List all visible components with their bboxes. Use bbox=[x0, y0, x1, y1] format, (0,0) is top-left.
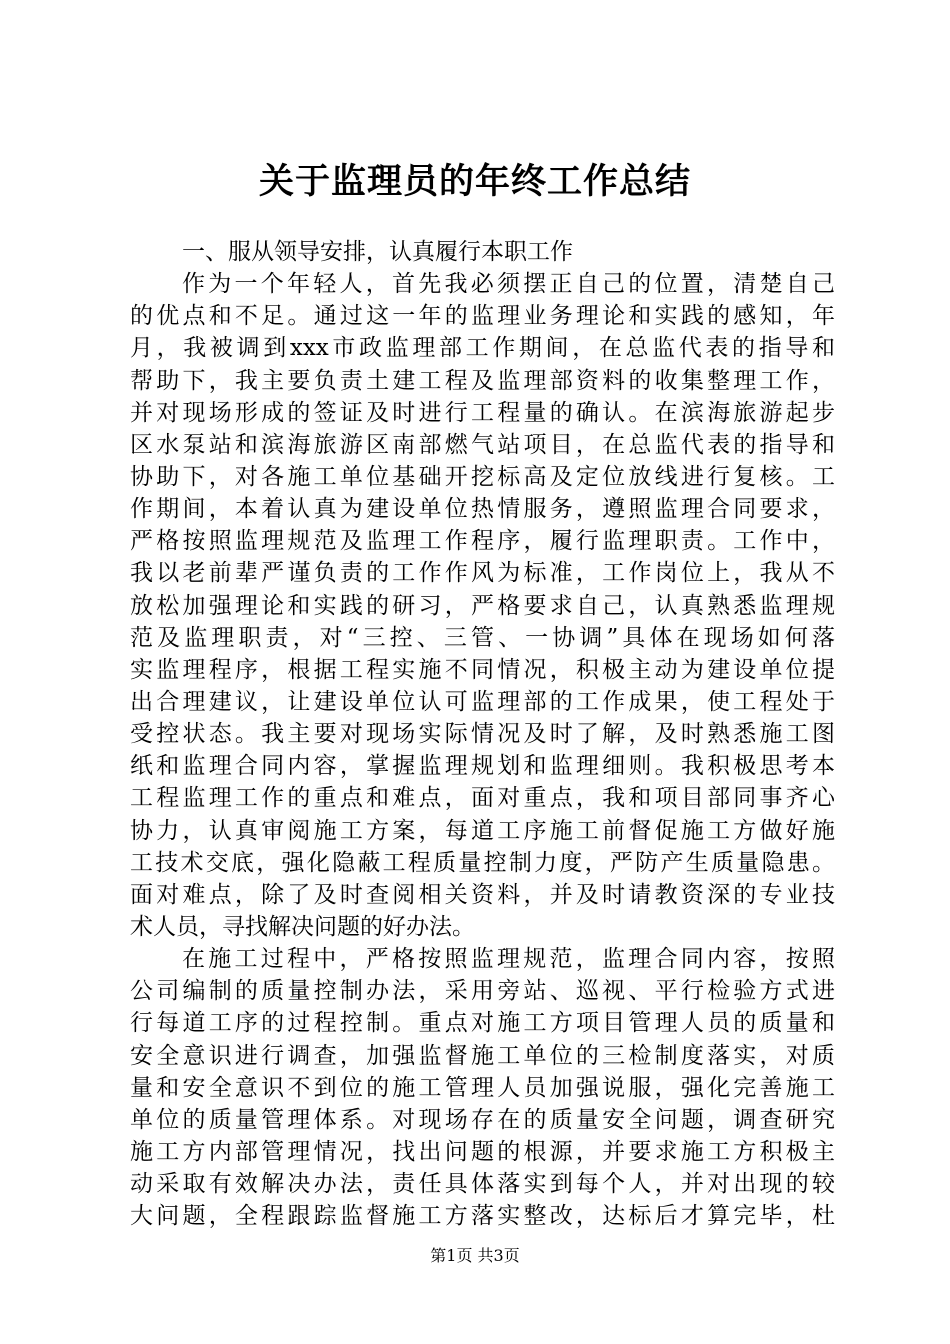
paragraph-line: 在施工过程中，严格按照监理规范，监理合同内容，按照 bbox=[182, 946, 835, 973]
paragraph-line: 实监理程序，根据工程实施不同情况，积极主动为建设单位提 bbox=[130, 656, 835, 683]
paragraph-line: 面对难点，除了及时查阅相关资料，并及时请教资深的专业技 bbox=[130, 881, 835, 908]
document-title: 关于监理员的年终工作总结 bbox=[258, 161, 691, 202]
paragraph-line: 施工方内部管理情况，找出问题的根源，并要求施工方积极主 bbox=[130, 1138, 835, 1165]
paragraph-line: 单位的质量管理体系。对现场存在的质量安全问题，调查研究 bbox=[130, 1106, 835, 1133]
paragraph-line: 严格按照监理规范及监理工作程序，履行监理职责。工作中， bbox=[130, 528, 835, 555]
paragraph-line: 帮助下，我主要负责土建工程及监理部资料的收集整理工作， bbox=[130, 367, 835, 394]
paragraph-line: 协助下，对各施工单位基础开挖标高及定位放线进行复核。工 bbox=[130, 463, 835, 490]
page-number-footer: 第1页 共3页 bbox=[430, 1246, 520, 1265]
paragraph-line: 动采取有效解决办法，责任具体落实到每个人，并对出现的较 bbox=[130, 1171, 835, 1198]
paragraph-line: 协力，认真审阅施工方案，每道工序施工前督促施工方做好施 bbox=[130, 817, 835, 844]
paragraph-line: 并对现场形成的签证及时进行工程量的确认。在滨海旅游起步 bbox=[130, 399, 835, 426]
paragraph-line: 大问题，全程跟踪监督施工方落实整改，达标后才算完毕，杜 bbox=[130, 1203, 835, 1230]
paragraph-line: 的优点和不足。通过这一年的监理业务理论和实践的感知，年 bbox=[130, 303, 835, 330]
paragraph-line: 量和安全意识不到位的施工管理人员加强说服，强化完善施工 bbox=[130, 1074, 835, 1101]
paragraph-line: 我以老前辈严谨负责的工作作风为标准，工作岗位上，我从不 bbox=[130, 560, 835, 587]
paragraph-line: 工技术交底，强化隐蔽工程质量控制力度，严防产生质量隐患。 bbox=[130, 849, 835, 876]
paragraph-line: 工程监理工作的重点和难点，面对重点，我和项目部同事齐心 bbox=[130, 785, 835, 812]
paragraph-line: 受控状态。我主要对现场实际情况及时了解，及时熟悉施工图 bbox=[130, 721, 835, 748]
paragraph-line: 术人员，寻找解决问题的好办法。 bbox=[130, 913, 475, 940]
paragraph-line: 安全意识进行调查，加强监督施工单位的三检制度落实，对质 bbox=[130, 1042, 835, 1069]
paragraph-line: 范及监理职责，对“三控、三管、一协调”具体在现场如何落 bbox=[130, 624, 835, 651]
paragraph-line: 月，我被调到xxx市政监理部工作期间，在总监代表的指导和 bbox=[130, 335, 835, 362]
section-heading: 一、服从领导安排，认真履行本职工作 bbox=[182, 239, 573, 265]
paragraph-line: 区水泵站和滨海旅游区南部燃气站项目，在总监代表的指导和 bbox=[130, 431, 835, 458]
document-body bbox=[130, 236, 835, 1232]
paragraph-line: 作期间，本着认真为建设单位热情服务，遵照监理合同要求， bbox=[130, 496, 835, 523]
paragraph-line: 放松加强理论和实践的研习，严格要求自己，认真熟悉监理规 bbox=[130, 592, 835, 619]
paragraph-line: 行每道工序的过程控制。重点对施工方项目管理人员的质量和 bbox=[130, 1010, 835, 1037]
paragraph-line: 纸和监理合同内容，掌握监理规划和监理细则。我积极思考本 bbox=[130, 753, 835, 780]
paragraph-line: 公司编制的质量控制办法，采用旁站、巡视、平行检验方式进 bbox=[130, 978, 835, 1005]
paragraph-line: 作为一个年轻人，首先我必须摆正自己的位置，清楚自己 bbox=[182, 271, 835, 298]
paragraph-line: 出合理建议，让建设单位认可监理部的工作成果，使工程处于 bbox=[130, 688, 835, 715]
